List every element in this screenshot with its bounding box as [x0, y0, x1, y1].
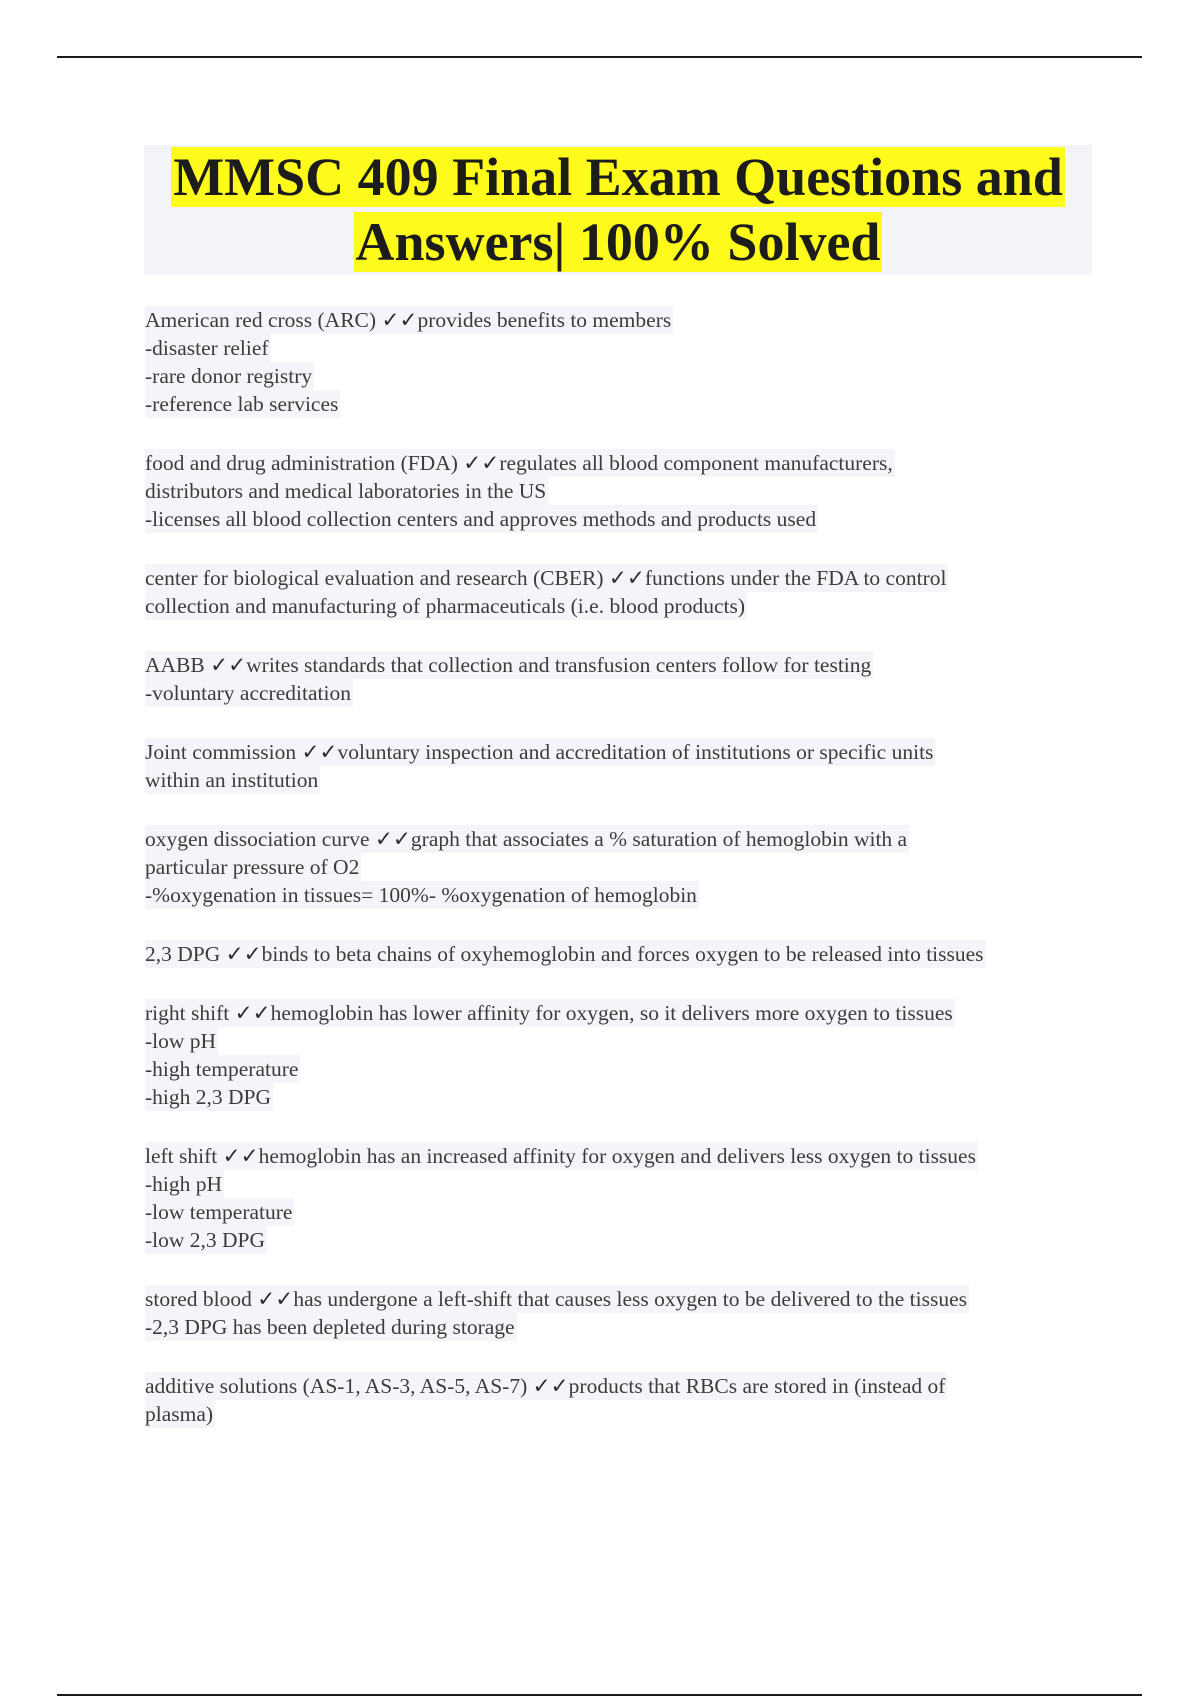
double-check-icon: ✓✓ — [301, 740, 338, 764]
qa-answer-line: distributors and medical laboratories in the US — [145, 479, 547, 503]
qa-entry — [145, 738, 1095, 794]
double-check-icon: ✓✓ — [225, 942, 262, 966]
qa-first-line — [145, 449, 895, 477]
qa-term: center for biological evaluation and research (CBER) — [145, 566, 609, 590]
qa-answer: regulates all blood component manufacturers, — [499, 451, 893, 475]
qa-answer: products that RBCs are stored in (instead of — [568, 1374, 946, 1398]
qa-term: right shift — [145, 1001, 235, 1025]
qa-first-line — [145, 999, 955, 1027]
qa-first-line — [145, 564, 948, 592]
qa-first-line — [145, 1142, 978, 1170]
qa-answer-line: plasma) — [145, 1402, 214, 1426]
qa-answer-line: -low 2,3 DPG — [145, 1228, 266, 1252]
qa-term: food and drug administration (FDA) — [145, 451, 464, 475]
qa-answer-line: -voluntary accreditation — [145, 681, 351, 705]
qa-term: left shift — [145, 1144, 223, 1168]
qa-entry — [145, 825, 1095, 909]
qa-entry — [145, 1285, 1095, 1341]
qa-answer: provides benefits to members — [417, 308, 672, 332]
qa-term: American red cross (ARC) — [145, 308, 382, 332]
qa-term: 2,3 DPG — [145, 942, 226, 966]
qa-answer-line: within an institution — [145, 768, 319, 792]
double-check-icon: ✓✓ — [234, 1001, 271, 1025]
title-line-1: MMSC 409 Final Exam Questions and — [173, 147, 1063, 207]
qa-answer-line: collection and manufacturing of pharmaceuticals (i.e. blood products) — [145, 594, 745, 618]
qa-answer-line: -2,3 DPG has been depleted during storage — [145, 1315, 515, 1339]
double-check-icon: ✓✓ — [381, 308, 418, 332]
qa-answer-line: -disaster relief — [145, 336, 269, 360]
qa-answer: binds to beta chains of oxyhemoglobin and forces oxygen to be released into tissues — [261, 942, 984, 966]
title-line-2: Answers| 100% Solved — [355, 212, 881, 272]
qa-answer: graph that associates a % saturation of hemoglobin with a — [410, 827, 908, 851]
top-rule — [57, 56, 1142, 58]
qa-entry — [145, 449, 1095, 533]
qa-answer: voluntary inspection and accreditation of institutions or specific units — [337, 740, 934, 764]
qa-first-line — [145, 1285, 969, 1313]
double-check-icon: ✓✓ — [532, 1374, 569, 1398]
qa-answer-line: -low pH — [145, 1029, 217, 1053]
qa-entry — [145, 564, 1095, 620]
qa-list — [145, 306, 1095, 1459]
double-check-icon: ✓✓ — [210, 653, 247, 677]
title-block — [144, 145, 1092, 275]
qa-answer-line: -high temperature — [145, 1057, 299, 1081]
qa-answer-line: -high 2,3 DPG — [145, 1085, 272, 1109]
qa-first-line — [145, 306, 673, 334]
double-check-icon: ✓✓ — [463, 451, 500, 475]
qa-answer: has undergone a left-shift that causes less oxygen to be delivered to the tissues — [293, 1287, 968, 1311]
qa-answer: hemoglobin has lower affinity for oxygen, so it delivers more oxygen to tissues — [270, 1001, 953, 1025]
qa-term: oxygen dissociation curve — [145, 827, 375, 851]
bottom-rule — [57, 1694, 1142, 1696]
double-check-icon: ✓✓ — [222, 1144, 259, 1168]
qa-answer: writes standards that collection and transfusion centers follow for testing — [246, 653, 872, 677]
qa-answer-line: -rare donor registry — [145, 364, 313, 388]
qa-first-line — [145, 940, 986, 968]
qa-entry — [145, 999, 1095, 1111]
qa-term: stored blood — [145, 1287, 258, 1311]
qa-entry — [145, 1372, 1095, 1428]
qa-answer-line: particular pressure of O2 — [145, 855, 360, 879]
qa-answer-line: -high pH — [145, 1172, 223, 1196]
qa-answer-line: -low temperature — [145, 1200, 293, 1224]
qa-first-line — [145, 1372, 947, 1400]
qa-answer-line: -%oxygenation in tissues= 100%- %oxygenation of hemoglobin — [145, 883, 697, 907]
qa-answer: hemoglobin has an increased affinity for oxygen and delivers less oxygen to tissues — [258, 1144, 976, 1168]
double-check-icon: ✓✓ — [257, 1287, 294, 1311]
qa-answer: functions under the FDA to control — [644, 566, 947, 590]
qa-term: Joint commission — [145, 740, 302, 764]
qa-answer-line: -licenses all blood collection centers and approves methods and products used — [145, 507, 817, 531]
qa-first-line — [145, 651, 873, 679]
qa-answer-line: -reference lab services — [145, 392, 339, 416]
qa-term: AABB — [145, 653, 211, 677]
qa-first-line — [145, 738, 935, 766]
qa-first-line — [145, 825, 909, 853]
qa-entry — [145, 306, 1095, 418]
double-check-icon: ✓✓ — [374, 827, 411, 851]
qa-entry — [145, 651, 1095, 707]
document-title — [144, 145, 1092, 275]
qa-term: additive solutions (AS-1, AS-3, AS-5, AS-7) — [145, 1374, 533, 1398]
double-check-icon: ✓✓ — [608, 566, 645, 590]
qa-entry — [145, 1142, 1095, 1254]
qa-entry — [145, 940, 1095, 968]
